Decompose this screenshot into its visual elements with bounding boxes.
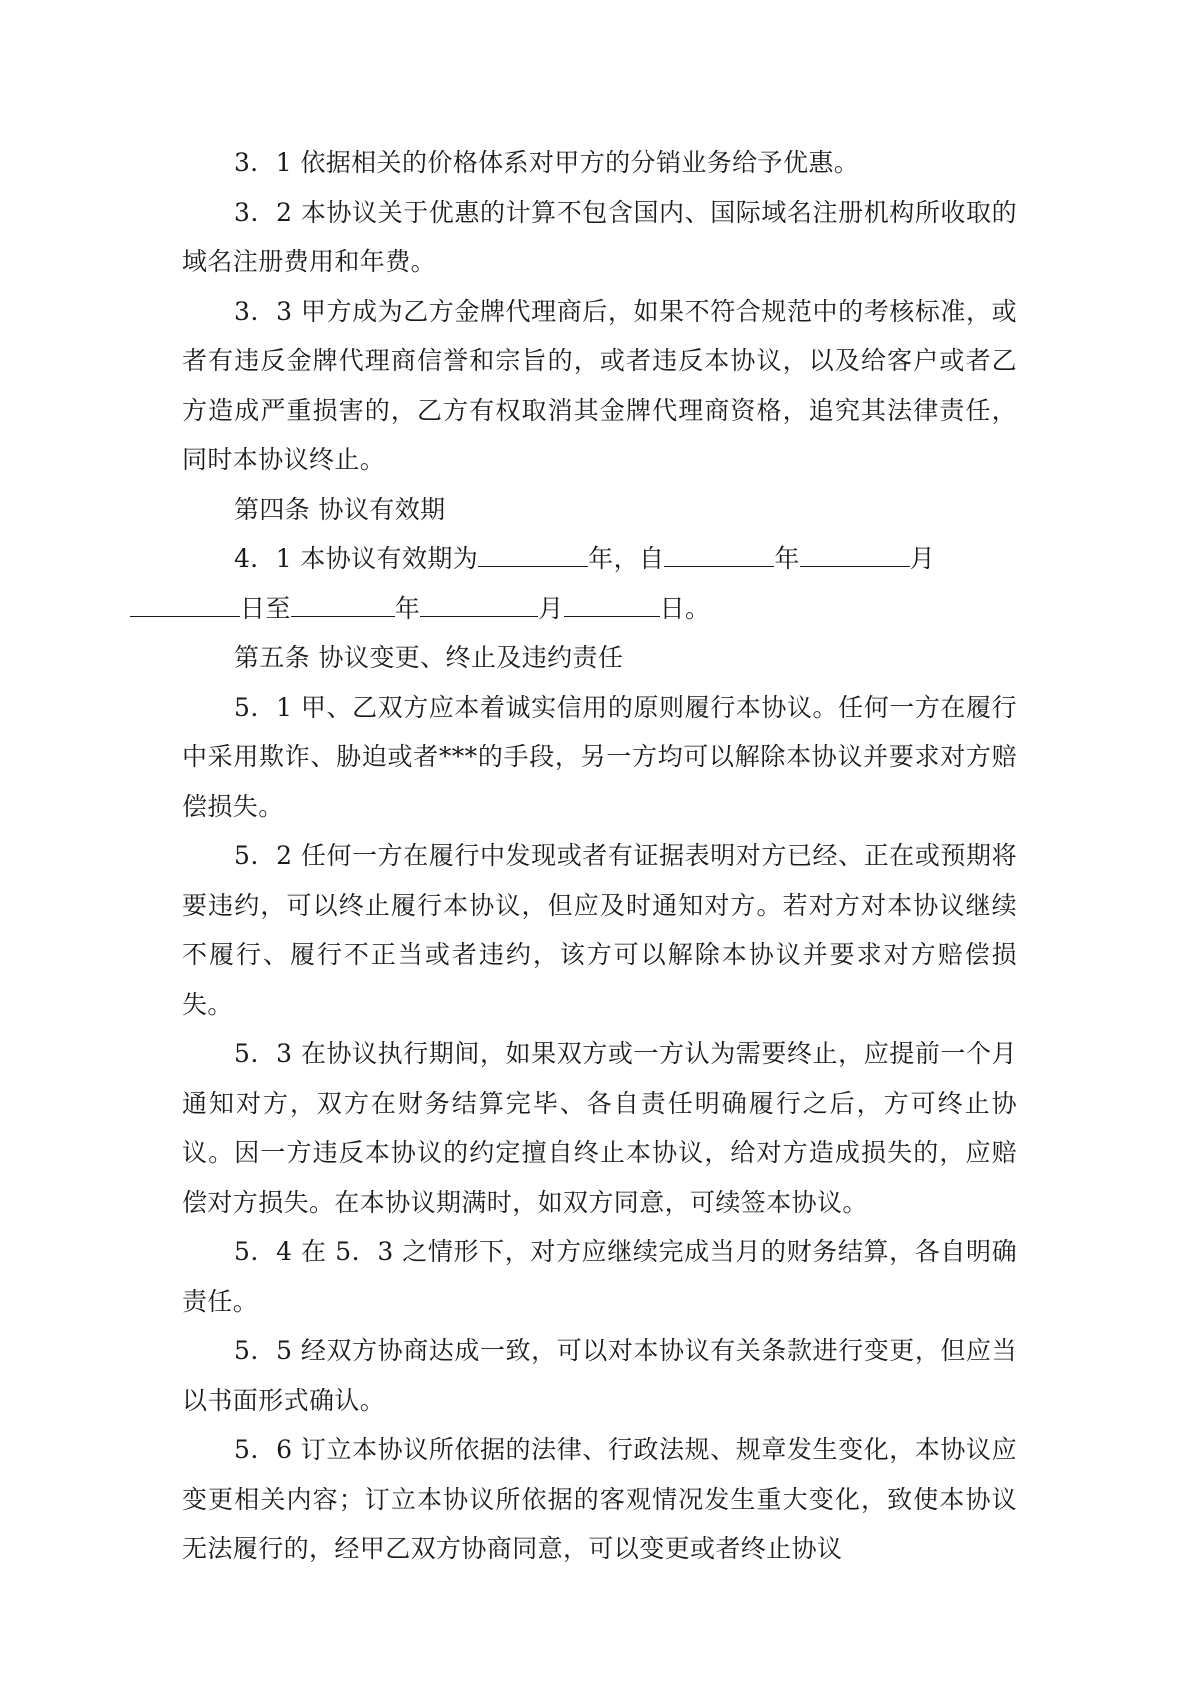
clause-5-1: 5．1 甲、乙双方应本着诚实信用的原则履行本协议。任何一方在履行中采用欺诈、胁迫或者***的手段，另一方均可以解除本协议并要求对方赔偿损失。 <box>182 692 1017 821</box>
start-month-blank[interactable] <box>800 544 910 567</box>
clause-5-6: 5．6 订立本协议所依据的法律、行政法规、规章发生变化，本协议应变更相关内容；订立本协议所依据的客观情况发生重大变化，致使本协议无法履行的，经甲乙双方协商同意，可以变更或者终止协议 <box>182 1435 1017 1563</box>
clause-4-1-text-year-from: 年，自 <box>588 544 665 573</box>
clause-5-2: 5．2 任何一方在履行中发现或者有证据表明对方已经、正在或预期将要违约，可以终止履行本协议，但应及时通知对方。若对方对本协议继续不履行、履行不正当或者违约，该方可以解除本协议并要求对方赔偿损失。 <box>182 841 1017 1019</box>
clause-5-3: 5．3 在协议执行期间，如果双方或一方认为需要终止，应提前一个月通知对方，双方在财务结算完毕、各自责任明确履行之后，方可终止协议。因一方违反本协议的约定擅自终止本协议，给对方造成损失的，应赔偿对方损失。在本协议期满时，如双方同意，可续签本协议。 <box>182 1039 1017 1217</box>
clause-4-1-text-day-end: 日。 <box>659 593 711 623</box>
clause-4-1 <box>182 534 1017 633</box>
end-day-blank[interactable] <box>564 594 660 617</box>
article-5-heading: 第五条 协议变更、终止及违约责任 <box>234 643 624 672</box>
clause-4-1-text-year: 年 <box>774 544 800 573</box>
end-month-blank[interactable] <box>420 594 538 617</box>
end-year-blank[interactable] <box>291 594 395 617</box>
clause-3-2: 3．2 本协议关于优惠的计算不包含国内、国际域名注册机构所收取的域名注册费用和年费。 <box>182 197 1017 276</box>
article-4-heading: 第四条 协议有效期 <box>234 494 446 524</box>
clause-3-3: 3．3 甲方成为乙方金牌代理商后，如果不符合规范中的考核标准，或者有违反金牌代理商信誉和宗旨的，或者违反本协议，以及给客户或者乙方造成严重损害的，乙方有权取消其金牌代理商资格，追究其法律责任，同时本协议终止。 <box>182 296 1017 474</box>
clause-3-1: 3．1 依据相关的价格体系对甲方的分销业务给予优惠。 <box>234 148 860 177</box>
clause-4-1-text-month: 月 <box>909 544 936 573</box>
clause-4-1-text-month-end: 月 <box>538 593 564 623</box>
document-body <box>182 138 1017 1574</box>
start-year-blank[interactable] <box>664 544 774 567</box>
clause-5-5: 5．5 经双方协商达成一致，可以对本协议有关条款进行变更，但应当以书面形式确认。 <box>182 1336 1017 1415</box>
clause-4-1-prefix: 4．1 本协议有效期为 <box>234 544 479 573</box>
clause-4-1-text-day-to: 日至 <box>240 593 291 623</box>
clause-4-1-text-year-end: 年 <box>394 593 421 623</box>
start-day-blank[interactable] <box>130 594 240 617</box>
clause-5-4: 5．4 在 5．3 之情形下，对方应继续完成当月的财务结算，各自明确责任。 <box>182 1237 1017 1316</box>
term-years-blank[interactable] <box>478 544 588 567</box>
